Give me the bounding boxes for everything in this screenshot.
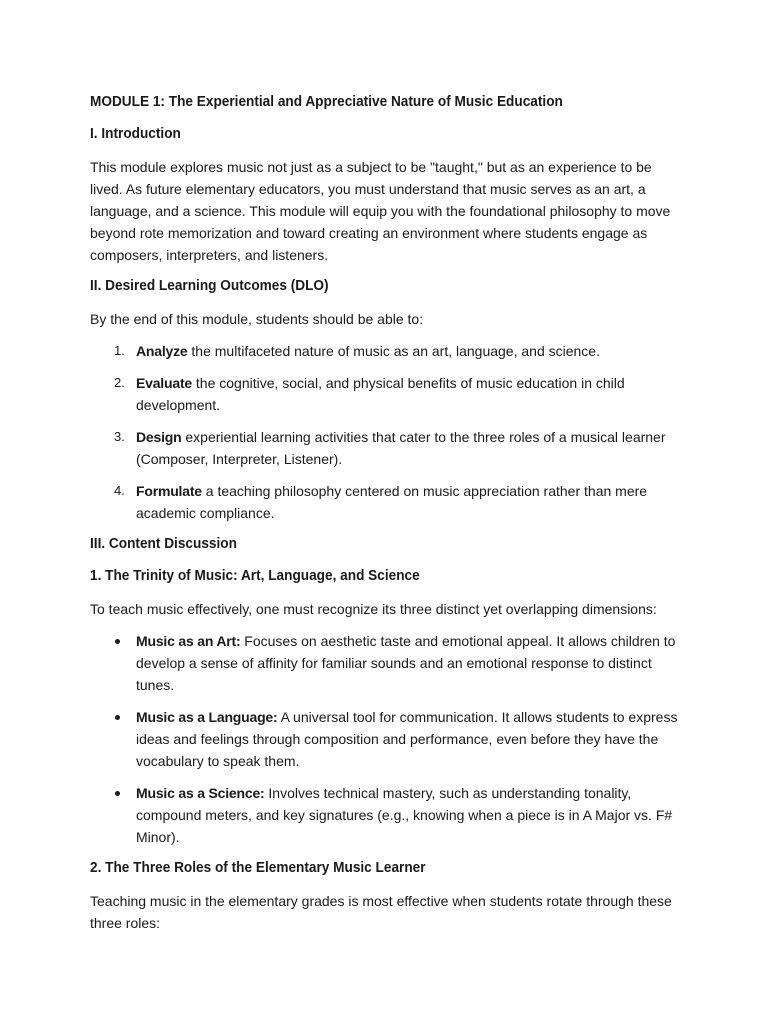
outcomes-lead: By the end of this module, students should be able to: [90,311,424,327]
outcome-term: Formulate [136,483,202,499]
list-number: 3. [114,429,125,444]
outcome-item [90,480,680,524]
outcome-term: Analyze [136,343,188,359]
roles-heading: 2. The Three Roles of the Elementary Music Learner [90,860,426,876]
outcome-term: Design [136,429,182,445]
outcomes-list [90,340,680,524]
bullet-icon [115,715,120,720]
dimension-item [90,706,680,772]
dimension-text: Focuses on aesthetic taste and emotional appeal. It allows children to develop a sense of affinity for familiar sounds and an emotional response to distinct tunes. [136,633,676,693]
content-heading: III. Content Discussion [90,536,237,552]
outcome-text: the cognitive, social, and physical benefits of music education in child development. [136,375,625,413]
dimension-item [90,630,680,696]
list-number: 4. [114,483,125,498]
dimension-item [90,782,680,848]
trinity-heading: 1. The Trinity of Music: Art, Language, and Science [90,568,420,584]
document-page [90,92,680,944]
list-number: 1. [114,343,125,358]
introduction-heading: I. Introduction [90,126,181,142]
trinity-lead: To teach music effectively, one must recognize its three distinct yet overlapping dimensions: [90,601,657,617]
outcome-text: a teaching philosophy centered on music appreciation rather than mere academic compliance. [136,483,648,521]
outcome-item [90,426,680,470]
outcome-text: experiential learning activities that cater to the three roles of a musical learner (Composer, Interpreter, Listener). [136,429,666,467]
dimension-term: Music as a Science: [136,785,265,801]
outcome-term: Evaluate [136,375,192,391]
dimension-term: Music as a Language: [136,709,278,725]
outcome-text: the multifaceted nature of music as an art, language, and science. [187,343,600,359]
module-title: MODULE 1: The Experiential and Appreciative Nature of Music Education [90,94,563,110]
bullet-icon [115,639,120,644]
roles-lead: Teaching music in the elementary grades is most effective when students rotate through these three roles: [90,893,672,931]
bullet-icon [115,791,120,796]
introduction-text: This module explores music not just as a subject to be "taught," but as an experience to be lived. As future elementary educators, you must understand that music serves as an art, a language, and a science. This module will equip you with the foundational philosophy to move beyond rote memorization and toward creating an environment where students engage as composers, interpreters, and listeners. [90,159,671,263]
outcome-item [90,372,680,416]
list-number: 2. [114,375,125,390]
outcomes-heading: II. Desired Learning Outcomes (DLO) [90,278,329,294]
dimension-text: Involves technical mastery, such as understanding tonality, compound meters, and key signatures (e.g., knowing when a piece is in A Major vs. F# Minor). [136,785,673,845]
outcome-item [90,340,680,362]
dimension-term: Music as an Art: [136,633,241,649]
dimensions-list [90,630,680,848]
dimension-text: A universal tool for communication. It allows students to express ideas and feelings through composition and performance, even before they have the vocabulary to speak them. [136,709,678,769]
